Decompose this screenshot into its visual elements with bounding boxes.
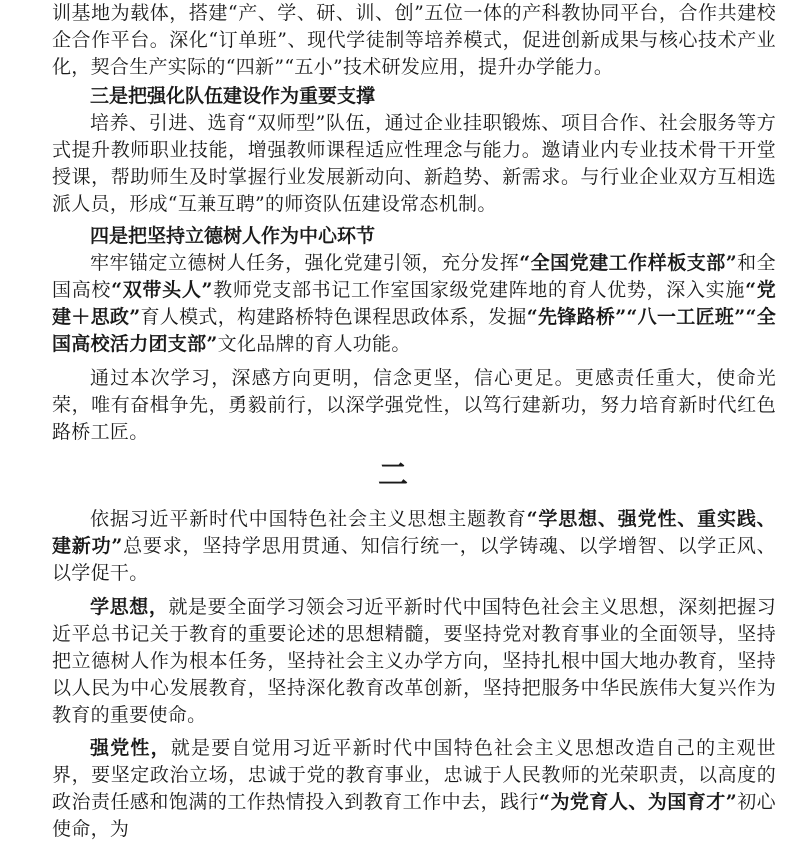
text-run: 牢牢锚定立德树人任务，强化党建引领，充分发挥 xyxy=(90,252,520,274)
bold-run: 强党性， xyxy=(90,737,171,759)
text-run: 依据习近平新时代中国特色社会主义思想主题教育 xyxy=(90,508,527,530)
paragraph-team-building: 培养、引进、选育“双师型”队伍，通过企业挂职锻炼、项目合作、社会服务等方式提升教师职业技能，增强教师课程适应性理念与能力。邀请业内专业技术骨干开堂授课，帮助师生及时掌握行业发展新动向、新趋势、新需求。与行业企业双方互相选派人员，形成“互兼互聘”的师资队伍建设常态机制。 xyxy=(52,112,776,215)
paragraph-platform: 训基地为载体，搭建“产、学、研、训、创”五位一体的产科教协同平台，合作共建校企合作平台。深化“订单班”、现代学徒制等培养模式，促进创新成果与核心技术产业化，契合生产实际的“四新”“五小”技术研发应用，提升办学能力。 xyxy=(52,2,776,78)
text-run: 教师党支部书记工作室国家级党建阵地的育人优势，深入实施 xyxy=(212,279,746,301)
paragraph-strengthen-party xyxy=(52,735,776,843)
bold-run: “双带头人” xyxy=(111,279,213,301)
text-run: 就是要全面学习领会习近平新时代中国特色社会主义思想，深刻把握习近平总书记关于教育的重要论述的思想精髓，要坚持党对教育事业的全面领导，坚持把立德树人作为根本任务，坚持社会主义办学方向，坚持扎根中国大地办教育，坚持以人民为中心发展教育，坚持深化教育改革创新，坚持把服务中华民族伟大复兴作为教育的重要使命。 xyxy=(52,596,776,726)
bold-run: “先锋路桥”“八一工匠班”“全国高校活力团支部” xyxy=(52,306,776,355)
heading-moral-education: 四是把坚持立德树人作为中心环节 xyxy=(90,225,376,247)
text-run: 初心使命，为 xyxy=(52,791,776,840)
bold-run: “为党育人、为国育才” xyxy=(539,791,738,813)
text-run: 育人模式，构建路桥特色课程思政体系，发掘 xyxy=(140,306,527,328)
paragraph-summary: 通过本次学习，深感方向更明，信念更坚，信心更足。更感责任重大，使命光荣，唯有奋楫争先，勇毅前行，以深学强党性，以笃行建新功，努力培育新时代红色路桥工匠。 xyxy=(52,367,776,443)
bold-run: “学思想、强党性、重实践、建新功” xyxy=(52,508,776,557)
paragraph-moral-education xyxy=(52,250,776,358)
heading-team-building: 三是把强化队伍建设作为重要支撑 xyxy=(90,85,376,107)
text-run: 就是要自觉用习近平新时代中国特色社会主义思想改造自己的主观世界，要坚定政治立场，忠诚于党的教育事业，忠诚于人民教师的光荣职责，以高度的政治责任感和饱满的工作热情投入到教育工作中去，践行 xyxy=(52,737,776,813)
bold-run: “全国党建工作样板支部” xyxy=(519,252,737,274)
text-run: 总要求，坚持学思用贯通、知信行统一，以学铸魂、以学增智、以学正风、以学促干。 xyxy=(52,535,776,584)
text-run: 和全国高校 xyxy=(52,252,776,301)
bold-run: 学思想， xyxy=(90,596,169,618)
section-number: 二 xyxy=(378,458,408,493)
text-run: 文化品牌的育人功能。 xyxy=(217,333,411,355)
paragraph-learn-thought xyxy=(52,594,776,729)
bold-run: “党建＋思政” xyxy=(52,279,776,328)
paragraph-requirements xyxy=(52,506,776,587)
